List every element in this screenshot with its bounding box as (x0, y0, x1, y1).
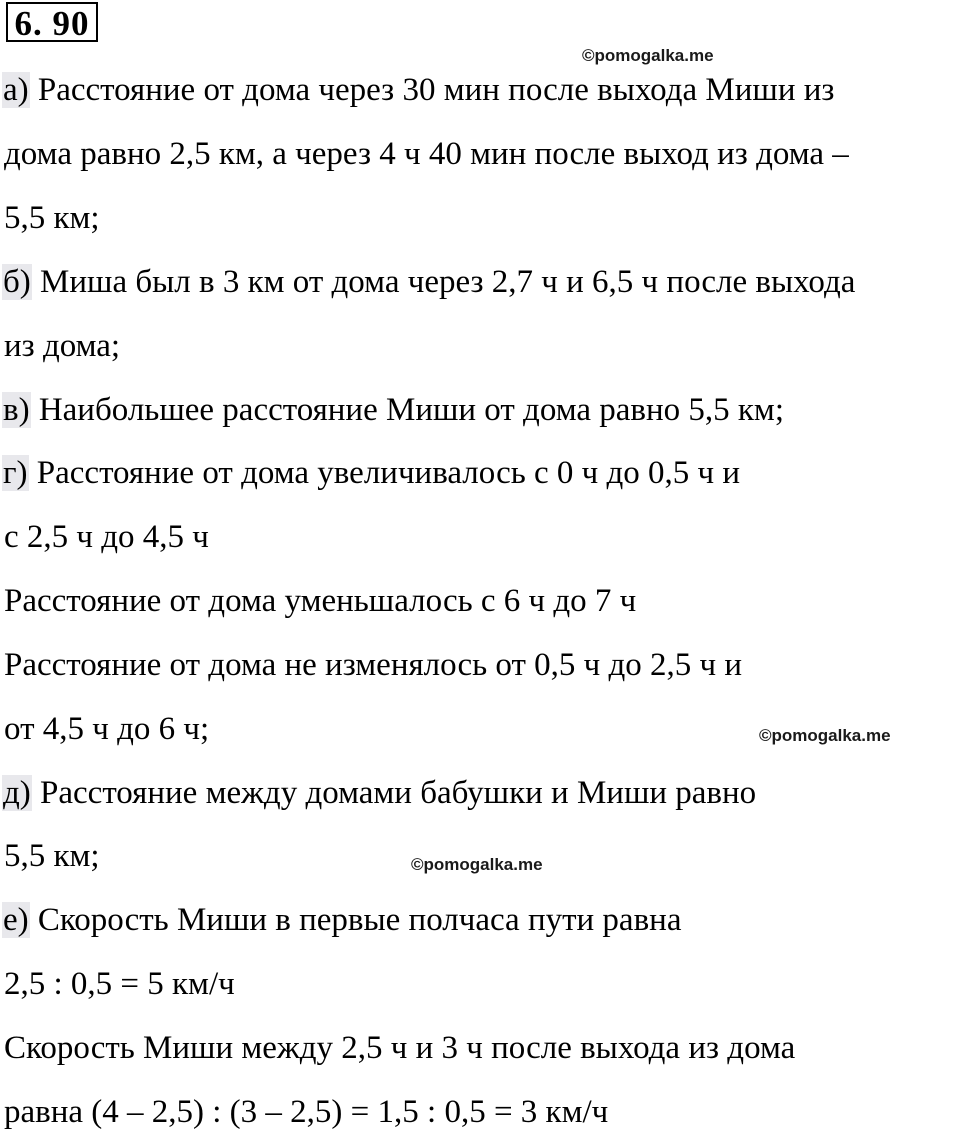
item-e-line-4: равна (4 – 2,5) : (3 – 2,5) = 1,5 : 0,5 = 3 км/ч (4, 1094, 609, 1130)
item-e-line-1 (4, 900, 681, 940)
item-e-text: Скорость Миши в первые полчаса пути равна (29, 902, 682, 938)
problem-number: 6. 90 (6, 2, 98, 42)
item-b-line-2: из дома; (4, 328, 121, 364)
item-g-line-2: с 2,5 ч до 4,5 ч (4, 519, 209, 555)
item-e-line-3: Скорость Миши между 2,5 ч и 3 ч после выхода из дома (4, 1030, 796, 1066)
item-a-line-3: 5,5 км; (4, 200, 100, 236)
item-v-marker: в) (3, 392, 30, 428)
item-d-marker: д) (3, 775, 31, 811)
item-a-text: Расстояние от дома через 30 мин после выхода Миши из (29, 72, 835, 108)
watermark: ©pomogalka.me (582, 46, 714, 65)
item-g-line-1 (4, 453, 740, 493)
item-v-text: Наибольшее расстояние Миши от дома равно 5,5 км; (30, 392, 784, 428)
item-g-line-5: от 4,5 ч до 6 ч; (4, 711, 210, 747)
item-b-marker: б) (3, 264, 31, 300)
item-a-line-1 (4, 70, 834, 110)
item-e-line-2: 2,5 : 0,5 = 5 км/ч (4, 966, 235, 1002)
watermark: ©pomogalka.me (759, 726, 891, 745)
item-g-line-3: Расстояние от дома уменьшалось с 6 ч до 7 ч (4, 583, 637, 619)
item-g-line-4: Расстояние от дома не изменялось от 0,5 ч до 2,5 ч и (4, 647, 743, 683)
item-b-line-1 (4, 262, 855, 302)
item-a-marker: а) (3, 72, 29, 108)
item-g-text: Расстояние от дома увеличивалось с 0 ч до 0,5 ч и (28, 455, 741, 491)
item-b-text: Миша был в 3 км от дома через 2,7 ч и 6,5 ч после выхода (31, 264, 856, 300)
watermark: ©pomogalka.me (411, 855, 543, 874)
item-d-line-2: 5,5 км; (4, 838, 100, 874)
item-d-text: Расстояние между домами бабушки и Миши равно (31, 775, 757, 811)
item-a-line-2: дома равно 2,5 км, а через 4 ч 40 мин после выход из дома – (4, 136, 849, 172)
item-v-line-1 (4, 390, 784, 430)
item-g-marker: г) (3, 455, 28, 491)
item-e-marker: е) (3, 902, 29, 938)
item-d-line-1 (4, 773, 756, 813)
